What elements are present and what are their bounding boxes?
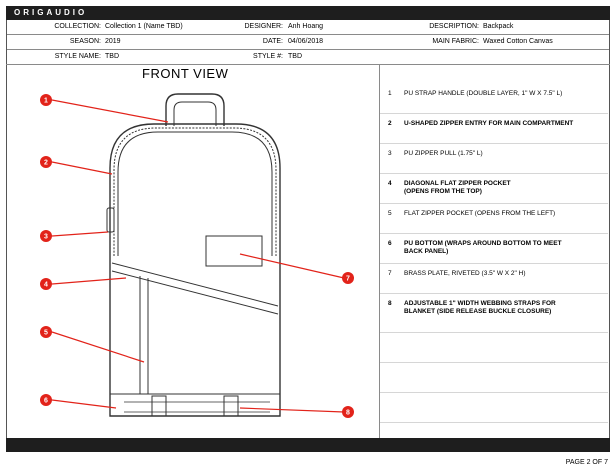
view-divider-line (6, 64, 610, 65)
empty-row (380, 333, 608, 363)
season-value: 2019 (105, 38, 121, 45)
style-no-value: TBD (288, 53, 302, 60)
body-outline (110, 124, 280, 416)
marker-5-label: 5 (44, 329, 48, 337)
empty-row (380, 363, 608, 393)
marker-7-label: 7 (346, 275, 350, 283)
backpack-drawing (0, 66, 380, 438)
handle-inner (174, 102, 216, 126)
callout-text: PU ZIPPER PULL (1.75" L) (404, 150, 483, 157)
marker-8-label: 8 (346, 409, 350, 417)
marker-3-label: 3 (44, 233, 48, 241)
marker-1-label: 1 (44, 97, 48, 105)
view-title: FRONT VIEW (142, 66, 229, 81)
marker-6 (40, 394, 52, 406)
description-value: Backpack (483, 23, 514, 30)
page-indicator: PAGE 2 OF 7 (565, 459, 608, 466)
callout-number: 4 (388, 180, 392, 187)
leader-6 (52, 400, 116, 408)
marker-8 (342, 406, 354, 418)
callout-row-2 (380, 114, 608, 144)
season-label: SEASON: (69, 38, 101, 45)
marker-7 (342, 272, 354, 284)
style-name-label: STYLE NAME: (54, 53, 101, 60)
designer-label: DESIGNER: (244, 23, 283, 30)
style-name-value: TBD (105, 53, 119, 60)
callout-text: DIAGONAL FLAT ZIPPER POCKET (OPENS FROM THE TOP) (404, 180, 511, 195)
leader-1 (52, 100, 168, 122)
callout-text: BRASS PLATE, RIVETED (3.5" W X 2" H) (404, 270, 526, 277)
leader-3 (52, 232, 108, 236)
diagonal-pocket-line (112, 263, 278, 306)
callout-text: U-SHAPED ZIPPER ENTRY FOR MAIN COMPARTMENT (404, 120, 574, 127)
header-row-1 (7, 20, 609, 35)
brand-logo: ORIGAUDIO (14, 8, 88, 17)
callout-number: 6 (388, 240, 392, 247)
callout-row-6 (380, 234, 608, 264)
date-value: 04/06/2018 (288, 38, 324, 45)
leader-5 (52, 332, 144, 362)
collection-value: Collection 1 (Name TBD) (105, 23, 183, 30)
callout-row-5 (380, 204, 608, 234)
marker-6-label: 6 (44, 397, 48, 405)
leader-8 (240, 408, 344, 412)
leader-2 (52, 162, 112, 174)
callout-number: 1 (388, 90, 392, 97)
strap-band (124, 402, 270, 412)
header-row-3 (7, 50, 609, 65)
brass-plate-shape (206, 236, 262, 266)
header-row-2 (7, 35, 609, 50)
empty-row (380, 393, 608, 423)
marker-2-label: 2 (44, 159, 48, 167)
callout-text: PU BOTTOM (WRAPS AROUND BOTTOM TO MEET BACK PANEL) (404, 240, 562, 255)
callout-row-3 (380, 144, 608, 174)
marker-5 (40, 326, 52, 338)
top-bar (6, 6, 610, 20)
diagonal-pocket-line-2 (112, 271, 278, 314)
designer-value: Anh Hoang (288, 23, 324, 30)
callout-text: FLAT ZIPPER POCKET (OPENS FROM THE LEFT) (404, 210, 556, 217)
zipper-line-inner (118, 132, 272, 256)
zipper-line (114, 128, 276, 256)
marker-3 (40, 230, 52, 242)
fabric-value: Waxed Cotton Canvas (483, 38, 553, 45)
callout-number: 8 (388, 300, 392, 307)
marker-4-label: 4 (44, 281, 48, 289)
callout-text: PU STRAP HANDLE (DOUBLE LAYER, 1" W X 7.5" L) (404, 90, 563, 97)
callout-number: 3 (388, 150, 392, 157)
callout-row-4 (380, 174, 608, 204)
description-label: DESCRIPTION: (429, 23, 479, 30)
callout-row-7 (380, 264, 608, 294)
marker-4 (40, 278, 52, 290)
strap-left (152, 396, 166, 416)
fabric-label: MAIN FABRIC: (432, 38, 479, 45)
marker-2 (40, 156, 52, 168)
callout-number: 2 (388, 120, 392, 127)
strap-right (224, 396, 238, 416)
handle-outline (166, 94, 224, 126)
bottom-bar (6, 438, 610, 452)
callout-row-1 (380, 84, 608, 114)
callout-number: 5 (388, 210, 392, 217)
callout-row-8 (380, 294, 608, 333)
style-no-label: STYLE #: (253, 53, 283, 60)
marker-1 (40, 94, 52, 106)
collection-label: COLLECTION: (54, 23, 101, 30)
date-label: DATE: (262, 38, 283, 45)
callout-text: ADJUSTABLE 1" WIDTH WEBBING STRAPS FOR BLANKET (SIDE RELEASE BUCKLE CLOSURE) (404, 300, 556, 315)
leader-4 (52, 278, 126, 284)
callout-markers (40, 94, 354, 418)
callout-number: 7 (388, 270, 392, 277)
